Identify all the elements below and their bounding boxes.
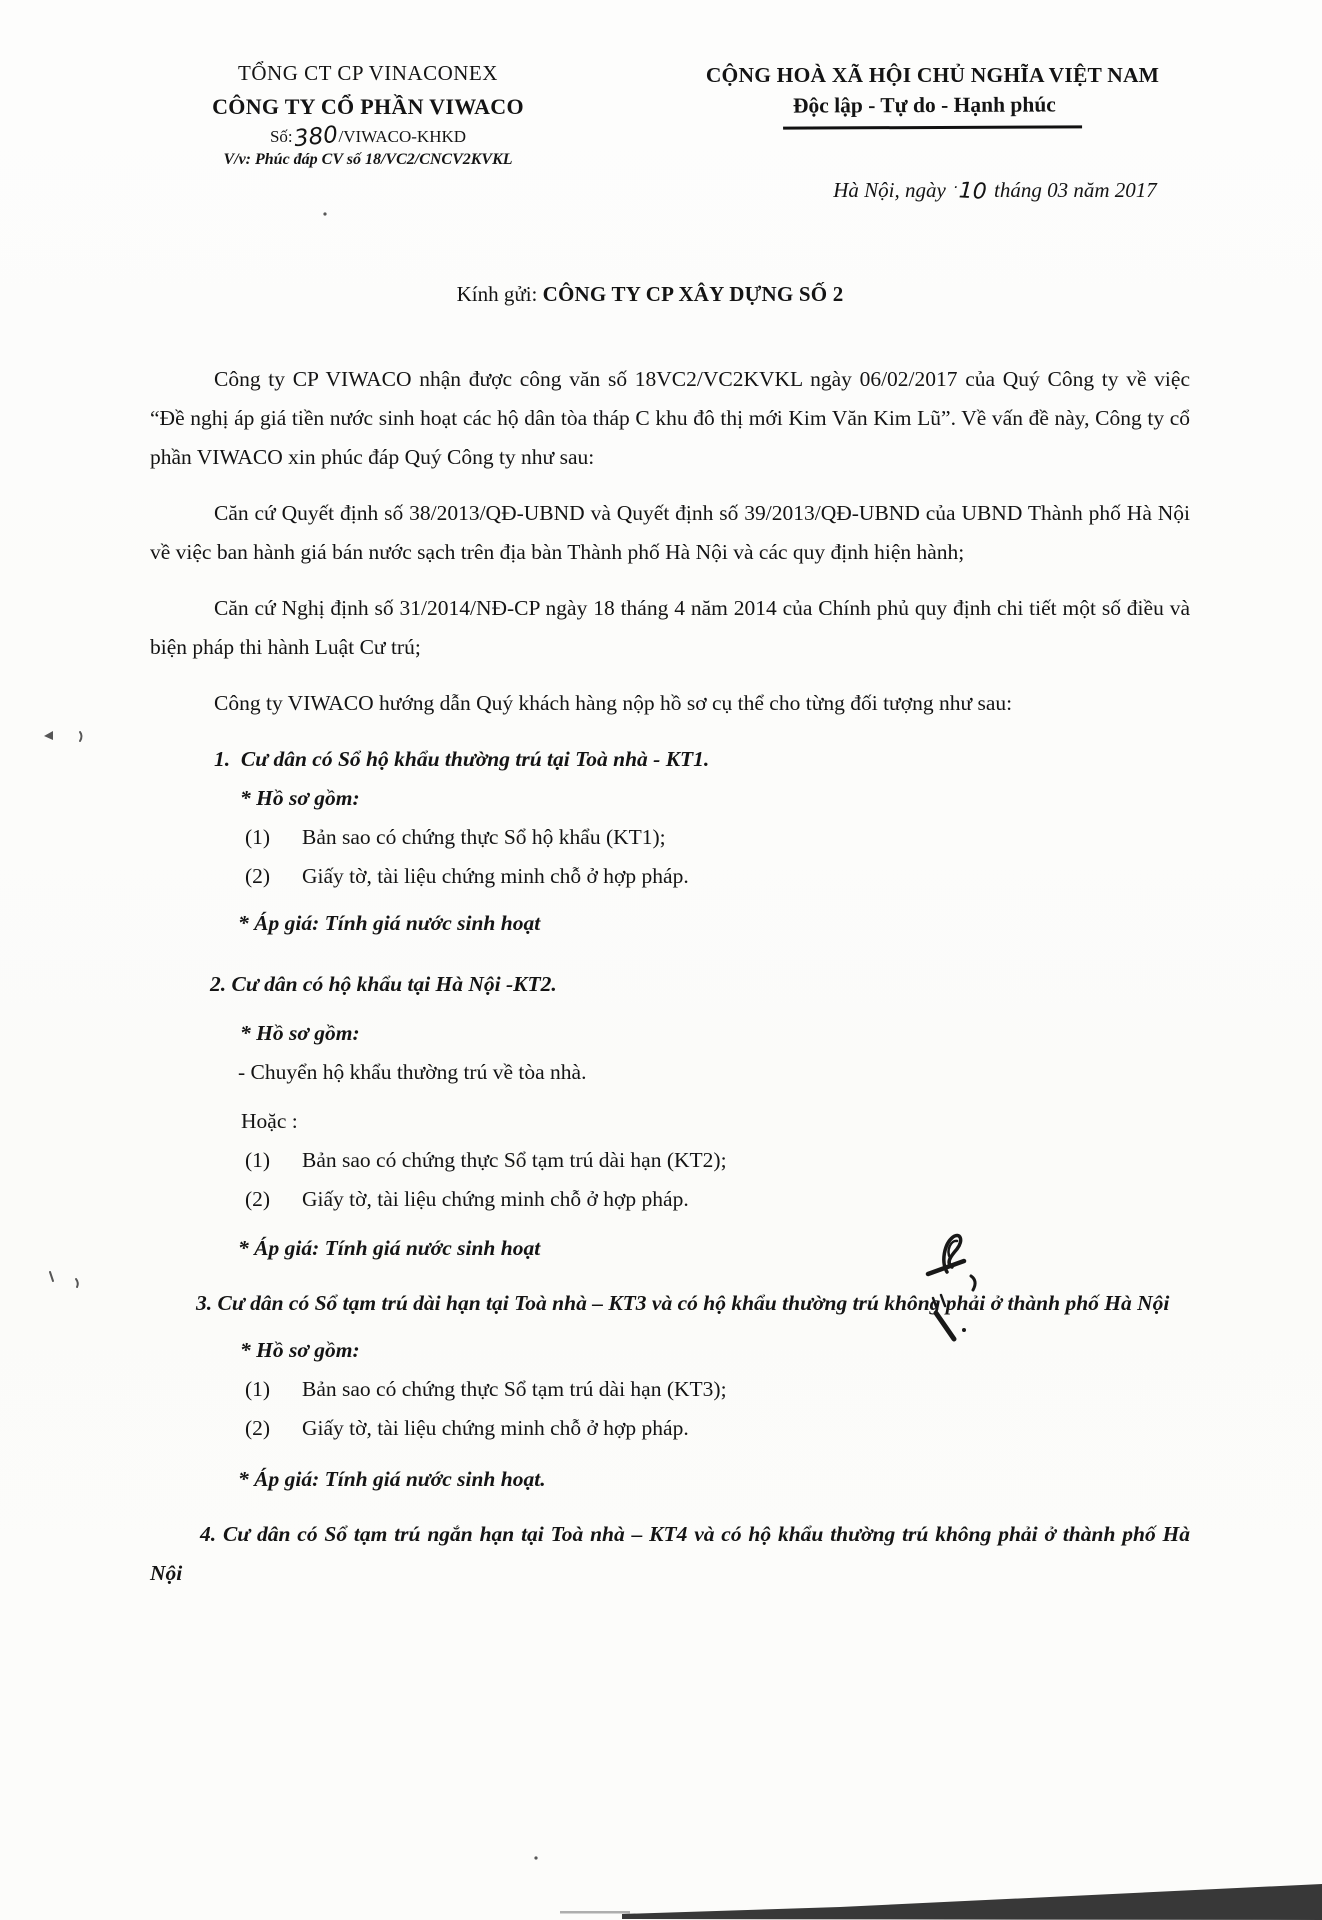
dossier-note: - Chuyển hộ khẩu thường trú về tòa nhà. xyxy=(238,1060,587,1084)
date-suffix: tháng 03 năm 2017 xyxy=(994,178,1157,202)
doc-number-suffix: /VIWACO-KHKD xyxy=(338,126,467,146)
paragraph: Công ty VIWACO hướng dẫn Quý khách hàng nộp hồ sơ cụ thể cho từng đối tượng như sau: xyxy=(214,691,1013,715)
item-number: (2) xyxy=(245,864,271,888)
scan-edge-line xyxy=(560,1884,1322,1920)
national-motto-line2: Độc lập - Tự do - Hạnh phúc xyxy=(783,89,1082,129)
section-kt3 xyxy=(150,1284,1190,1499)
recipient-line xyxy=(150,282,1150,307)
list-item xyxy=(245,1180,1190,1219)
dossier-label: * Hồ sơ gồm: xyxy=(240,1021,360,1045)
item-number: (1) xyxy=(245,1377,271,1401)
list-item xyxy=(245,857,1190,896)
sender-header-block xyxy=(158,60,578,170)
section-title: 2. Cư dân có hộ khẩu tại Hà Nội -KT2. xyxy=(210,972,557,996)
paragraph: Công ty CP VIWACO nhận được công văn số 18VC2/VC2KVKL ngày 06/02/2017 của Quý Công ty về việc “Đề nghị áp giá tiền nước sinh hoạt các hộ dân tòa tháp C khu đô thị mới Kim Văn Kim Lũ”. Về vấn đề này, Công ty cổ phần VIWACO xin phúc đáp Quý Công ty như sau: xyxy=(150,367,1190,469)
item-text: Bản sao có chứng thực Sổ hộ khẩu (KT1); xyxy=(302,825,666,849)
letter-body xyxy=(150,360,1190,1593)
list-item xyxy=(245,1370,1190,1409)
subject-line: V/v: Phúc đáp CV số 18/VC2/CNCV2KVKL xyxy=(223,151,513,168)
pricing-note: * Áp giá: Tính giá nước sinh hoạt xyxy=(238,911,541,935)
item-number: (2) xyxy=(245,1416,271,1440)
list-item xyxy=(245,1409,1190,1448)
list-item xyxy=(245,1141,1190,1180)
date-prefix: Hà Nội, ngày xyxy=(833,178,946,202)
handwritten-day: · 10 xyxy=(953,187,987,193)
or-label: Hoặc : xyxy=(241,1109,298,1133)
document-number-line xyxy=(158,121,578,152)
national-motto-line2-wrap xyxy=(640,90,1225,129)
item-text: Bản sao có chứng thực Sổ tạm trú dài hạn (KT3); xyxy=(302,1377,727,1401)
section-kt4 xyxy=(150,1515,1190,1593)
pricing-note: * Áp giá: Tính giá nước sinh hoạt. xyxy=(238,1467,546,1491)
handwritten-doc-number: 380 xyxy=(292,121,339,152)
company-name: CÔNG TY CỔ PHẦN VIWACO xyxy=(212,94,524,120)
section-kt2 xyxy=(150,965,1190,1268)
section-title: 3. Cư dân có Sổ tạm trú dài hạn tại Toà nhà – KT3 và có hộ khẩu thường trú không phải ở thành phố Hà Nội xyxy=(196,1291,1170,1315)
national-motto-line1: CỘNG HOÀ XÃ HỘI CHỦ NGHĨA VIỆT NAM xyxy=(705,63,1160,87)
dossier-label: * Hồ sơ gồm: xyxy=(240,1338,360,1362)
paragraph: Căn cứ Nghị định số 31/2014/NĐ-CP ngày 18 tháng 4 năm 2014 của Chính phủ quy định chi tiết một số điều và biện pháp thi hành Luật Cư trú; xyxy=(150,596,1190,659)
recipient-label: Kính gửi: xyxy=(456,282,538,306)
section-kt1 xyxy=(150,740,1190,943)
item-number: (1) xyxy=(245,825,271,849)
item-text: Giấy tờ, tài liệu chứng minh chỗ ở hợp pháp. xyxy=(302,1416,689,1440)
item-number: (1) xyxy=(245,1148,271,1172)
doc-number-prefix: Số: xyxy=(269,126,293,146)
paragraph: Căn cứ Quyết định số 38/2013/QĐ-UBND và Quyết định số 39/2013/QĐ-UBND của UBND Thành phố Hà Nội về việc ban hành giá bán nước sạch trên địa bàn Thành phố Hà Nội và các quy định hiện hành; xyxy=(150,501,1190,564)
list-item xyxy=(245,818,1190,857)
recipient-name: CÔNG TY CP XÂY DỰNG SỐ 2 xyxy=(542,282,844,306)
parent-company-name: TỔNG CT CP VINACONEX xyxy=(238,61,498,85)
national-header-block xyxy=(640,62,1225,129)
item-text: Giấy tờ, tài liệu chứng minh chỗ ở hợp pháp. xyxy=(302,1187,689,1211)
dossier-label: * Hồ sơ gồm: xyxy=(240,786,360,810)
section-title: 4. Cư dân có Sổ tạm trú ngắn hạn tại Toà nhà – KT4 và có hộ khẩu thường trú không phải ở thành phố Hà Nội xyxy=(150,1522,1190,1585)
item-text: Bản sao có chứng thực Sổ tạm trú dài hạn (KT2); xyxy=(302,1148,727,1172)
date-line xyxy=(780,178,1210,203)
item-text: Giấy tờ, tài liệu chứng minh chỗ ở hợp pháp. xyxy=(302,864,689,888)
section-title: 1. Cư dân có Sổ hộ khẩu thường trú tại Toà nhà - KT1. xyxy=(214,747,710,771)
item-number: (2) xyxy=(245,1187,271,1211)
pricing-note: * Áp giá: Tính giá nước sinh hoạt xyxy=(238,1236,541,1260)
